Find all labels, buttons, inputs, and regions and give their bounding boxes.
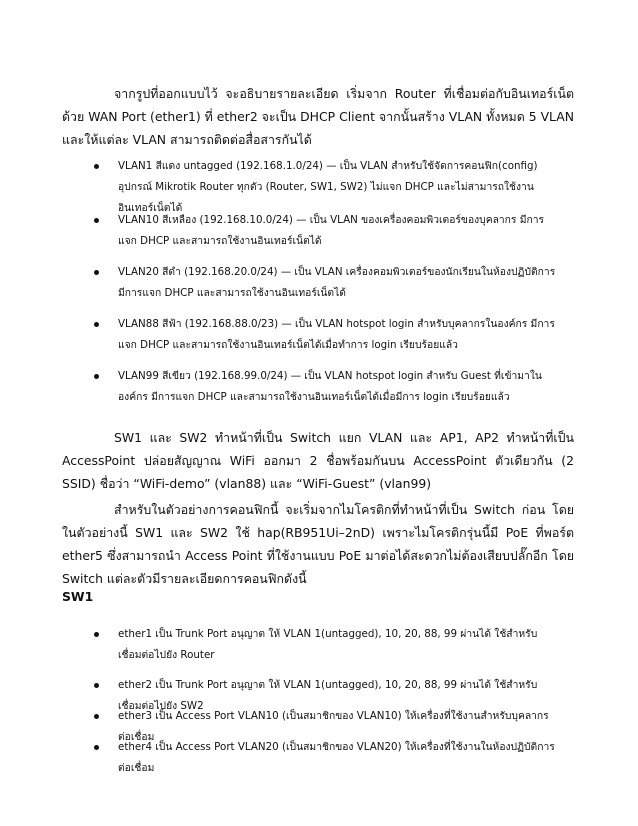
bullet-icon <box>94 745 99 750</box>
bullet-icon <box>94 322 99 327</box>
bullet-icon <box>94 683 99 688</box>
list-item <box>118 624 558 666</box>
bullet-icon <box>94 374 99 379</box>
ether2-text: ether2 เป็น Trunk Port อนุญาต ให้ VLAN 1(untagged), 10, 20, 88, 99 ผ่านได้ ใช้สำหรับเชื่อมต่อไปยัง SW2 <box>118 679 538 712</box>
bullet-icon <box>94 270 99 275</box>
bullet-icon <box>94 218 99 223</box>
list-item <box>118 210 558 252</box>
list-item <box>118 737 558 779</box>
vlan88-text: VLAN88 สีฟ้า (192.168.88.0/23) — เป็น VLAN hotspot login สำหรับบุคลากรในองค์กร มีการแจก DHCP และสามารถใช้งานอินเทอร์เน็ตได้เมื่อทำการ login เรียบร้อยแล้ว <box>118 318 555 351</box>
vlan1-text: VLAN1 สีแดง untagged (192.168.1.0/24) — เป็น VLAN สำหรับใช้จัดการคอนฟิก(config) อุปกรณ์ Mikrotik Router ทุกตัว (Router, SW1, SW2) ไม่แจก DHCP และไม่สามารถใช้งานอินเทอร์เน็ตได้ <box>118 160 538 214</box>
bullet-icon <box>94 714 99 719</box>
list-item <box>118 314 558 356</box>
list-item <box>118 262 558 304</box>
ether4-text: ether4 เป็น Access Port VLAN20 (เป็นสมาชิกของ VLAN20) ให้เครื่องที่ใช้งานในห้องปฏิบัติการต่อเชื่อม <box>118 741 555 774</box>
ether1-text: ether1 เป็น Trunk Port อนุญาต ให้ VLAN 1(untagged), 10, 20, 88, 99 ผ่านได้ ใช้สำหรับเชื่อมต่อไปยัง Router <box>118 628 538 661</box>
list-item <box>118 366 558 408</box>
sw1-heading: SW1 <box>62 589 94 604</box>
switch-paragraph: SW1 และ SW2 ทำหน้าที่เป็น Switch แยก VLAN และ AP1, AP2 ทำหน้าที่เป็น AccessPoint ปล่อยสัญญาณ WiFi ออกมา 2 ชื่อพร้อมกันบน AccessPoint ตัวเดียวกัน (2 SSID) ชื่อว่า “WiFi-demo” (vlan88) และ “WiFi-Guest” (vlan99) <box>62 430 574 491</box>
intro-paragraph: จากรูปที่ออกแบบไว้ จะอธิบายรายละเอียด เริ่มจาก Router ที่เชื่อมต่อกับอินเทอร์เน็ตด้วย WAN Port (ether1) ที่ ether2 จะเป็น DHCP Client จากนั้นสร้าง VLAN ทั้งหมด 5 VLAN และให้แต่ละ VLAN สามารถติดต่อสื่อสารกันได้ <box>62 86 574 147</box>
vlan99-text: VLAN99 สีเขียว (192.168.99.0/24) — เป็น VLAN hotspot login สำหรับ Guest ที่เข้ามาในองค์กร มีการแจก DHCP และสามารถใช้งานอินเทอร์เน็ตได้เมื่อมีการ login เรียบร้อยแล้ว <box>118 370 542 403</box>
ether3-text: ether3 เป็น Access Port VLAN10 (เป็นสมาชิกของ VLAN10) ให้เครื่องที่ใช้งานสำหรับบุคลากรต่อเชื่อม <box>118 710 549 743</box>
vlan10-text: VLAN10 สีเหลือง (192.168.10.0/24) — เป็น VLAN ของเครื่องคอมพิวเตอร์ของบุคลากร มีการแจก DHCP และสามารถใช้งานอินเทอร์เน็ตได้ <box>118 214 545 247</box>
bullet-icon <box>94 632 99 637</box>
vlan20-text: VLAN20 สีดำ (192.168.20.0/24) — เป็น VLAN เครื่องคอมพิวเตอร์ของนักเรียนในห้องปฏิบัติการ มีการแจก DHCP และสามารถใช้งานอินเทอร์เน็ตได้ <box>118 266 556 299</box>
config-paragraph: สำหรับในตัวอย่างการคอนฟิกนี้ จะเริ่มจากไมโครติกที่ทำหน้าที่เป็น Switch ก่อน โดยในตัวอย่างนี้ SW1 และ SW2 ใช้ hap(RB951Ui–2nD) เพราะไมโครติกรุ่นนี้มี PoE ที่พอร์ต ether5 ซึ่งสามารถนำ Access Point ที่ใช้งานแบบ PoE มาต่อได้สะดวกไม่ต้องเสียบปลั๊กอีก โดย Switch แต่ละตัวมีรายละเอียดการคอนฟิกดังนี้ <box>62 502 574 586</box>
bullet-icon <box>94 164 99 169</box>
